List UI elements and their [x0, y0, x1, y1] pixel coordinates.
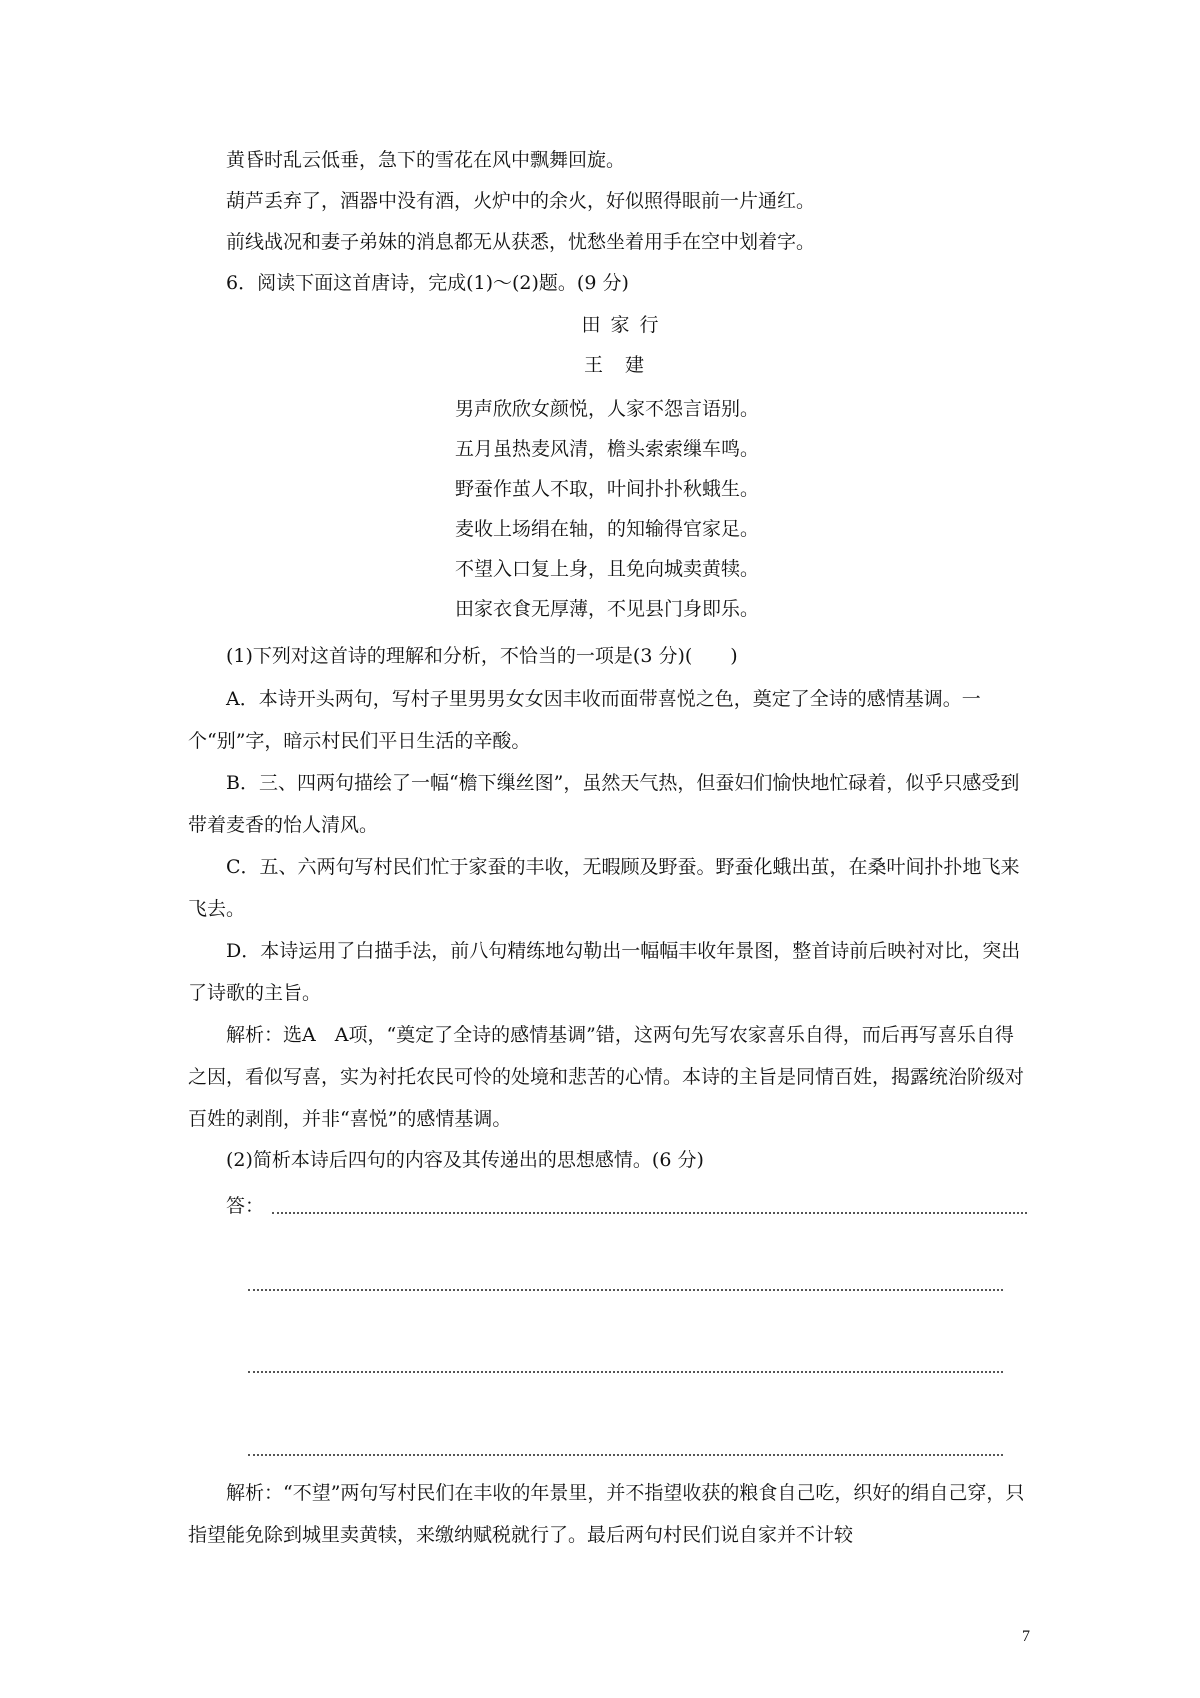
poem-line: 不望入口复上身，且免向城卖黄犊。 — [455, 558, 760, 580]
poem-author: 王建 — [583, 354, 666, 376]
page-number: 7 — [1022, 1628, 1030, 1645]
question-2-analysis: 解析：“不望”两句写村民们在丰收的年景里，并不指望收获的粮食自己吃，织好的绢自己穿，只指望能免除到城里卖黄犊，来缴纳赋税就行了。最后两句村民们说自家并不计较 — [188, 1482, 1025, 1546]
question-1-analysis: 解析：选A A项，“奠定了全诗的感情基调”错，这两句先写农家喜乐自得，而后再写喜乐自得之因，看似写喜，实为衬托农民可怜的处境和悲苦的心情。本诗的主旨是同情百姓，揭露统治阶级对百姓的剥削，并非“喜悦”的感情基调。 — [188, 1024, 1025, 1130]
question-2-stem: (2)简析本诗后四句的内容及其传递出的思想感情。(6 分) — [226, 1149, 704, 1171]
question-1-stem: (1)下列对这首诗的理解和分析，不恰当的一项是(3 分)( ) — [226, 645, 738, 667]
question-6-heading: 6．阅读下面这首唐诗，完成(1)～(2)题。(9 分) — [226, 272, 629, 294]
translation-line-3: 前线战况和妻子弟妹的消息都无从获悉，忧愁坐着用手在空中划着字。 — [226, 231, 816, 253]
translation-line-1: 黄昏时乱云低垂，急下的雪花在风中飘舞回旋。 — [226, 149, 626, 171]
translation-line-2: 葫芦丢弃了，酒器中没有酒，火炉中的余火，好似照得眼前一片通红。 — [226, 190, 816, 212]
poem-title: 田家行 — [581, 314, 669, 336]
answer-row — [226, 1190, 1026, 1222]
option-d: D．本诗运用了白描手法，前八句精练地勾勒出一幅幅丰收年景图，整首诗前后映衬对比，突出了诗歌的主旨。 — [188, 940, 1021, 1004]
answer-line-3[interactable] — [248, 1371, 1003, 1373]
poem-line: 男声欣欣女颜悦，人家不怨言语别。 — [455, 398, 760, 420]
answer-line-1[interactable] — [272, 1212, 1027, 1214]
poem-line: 五月虽热麦风清，檐头索索缫车鸣。 — [455, 438, 760, 460]
option-c: C．五、六两句写村民们忙于家蚕的丰收，无暇顾及野蚕。野蚕化蛾出茧，在桑叶间扑扑地飞来飞去。 — [188, 856, 1020, 920]
poem-line: 野蚕作茧人不取，叶间扑扑秋蛾生。 — [455, 478, 760, 500]
option-b: B．三、四两句描绘了一幅“檐下缫丝图”，虽然天气热，但蚕妇们愉快地忙碌着，似乎只感受到带着麦香的怡人清风。 — [188, 772, 1020, 836]
poem-line: 田家衣食无厚薄，不见县门身即乐。 — [455, 598, 760, 620]
answer-line-4[interactable] — [248, 1454, 1003, 1456]
poem-line: 麦收上场绢在轴，的知输得官家足。 — [455, 518, 760, 540]
answer-line-2[interactable] — [248, 1289, 1003, 1291]
answer-label: 答： — [226, 1195, 265, 1217]
option-a: A．本诗开头两句，写村子里男男女女因丰收而面带喜悦之色，奠定了全诗的感情基调。一个“别”字，暗示村民们平日生活的辛酸。 — [188, 688, 981, 752]
